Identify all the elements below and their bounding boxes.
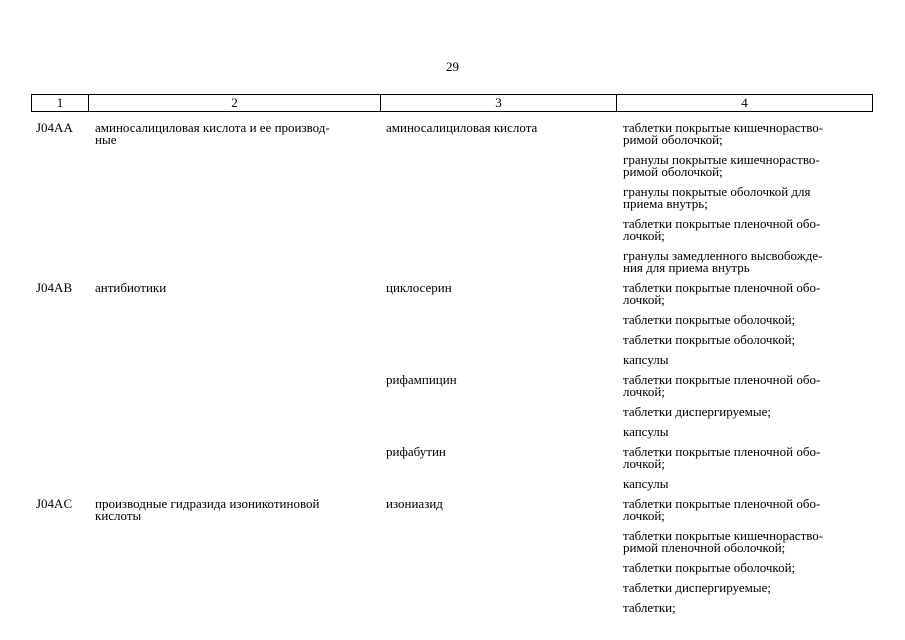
dosage-form-line: таблетки;: [623, 600, 676, 615]
row-code: J04AA: [36, 120, 73, 135]
dosage-form-line: таблетки покрытые пленочной обо-: [623, 444, 821, 459]
dosage-form-line: приема внутрь;: [623, 196, 708, 211]
header-cell-1: 1: [31, 94, 89, 112]
dosage-form-line: таблетки покрытые пленочной обо-: [623, 280, 821, 295]
dosage-form-line: гранулы покрытые кишечнораство-: [623, 152, 820, 167]
header-cell-4: 4: [617, 94, 873, 112]
header-cell-2: 2: [89, 94, 381, 112]
dosage-form-line: лочкой;: [623, 456, 665, 471]
dosage-form-line: таблетки покрытые пленочной обо-: [623, 216, 821, 231]
row-group-line: кислоты: [95, 508, 142, 523]
dosage-form-line: ния для приема внутрь: [623, 260, 750, 275]
dosage-form-line: таблетки диспергируемые;: [623, 404, 771, 419]
dosage-form-line: капсулы: [623, 476, 669, 491]
drug-name: изониазид: [386, 496, 443, 511]
dosage-form-line: таблетки покрытые оболочкой;: [623, 312, 796, 327]
row-group-line: аминосалициловая кислота и ее производ-: [95, 120, 330, 135]
dosage-form-line: лочкой;: [623, 384, 665, 399]
dosage-form-line: лочкой;: [623, 228, 665, 243]
row-group-line: антибиотики: [95, 280, 167, 295]
dosage-form-line: римой оболочкой;: [623, 164, 723, 179]
dosage-form-line: таблетки покрытые пленочной обо-: [623, 496, 821, 511]
row-group-line: производные гидразида изоникотиновой: [95, 496, 320, 511]
drug-name: рифампицин: [386, 372, 457, 387]
dosage-form-line: таблетки покрытые пленочной обо-: [623, 372, 821, 387]
drug-name: циклосерин: [386, 280, 452, 295]
table-header-row: [31, 94, 873, 114]
dosage-form-line: гранулы покрытые оболочкой для: [623, 184, 811, 199]
dosage-form-line: таблетки диспергируемые;: [623, 580, 771, 595]
dosage-form-line: капсулы: [623, 352, 669, 367]
row-group-line: ные: [95, 132, 117, 147]
dosage-form-line: таблетки покрытые кишечнораство-: [623, 120, 824, 135]
dosage-form-line: римой оболочкой;: [623, 132, 723, 147]
dosage-form-line: капсулы: [623, 424, 669, 439]
dosage-form-line: римой пленочной оболочкой;: [623, 540, 786, 555]
row-code: J04AC: [36, 496, 73, 511]
dosage-form-line: лочкой;: [623, 292, 665, 307]
dosage-form-line: таблетки покрытые оболочкой;: [623, 332, 796, 347]
header-cell-3: 3: [381, 94, 617, 112]
drug-name: аминосалициловая кислота: [386, 120, 538, 135]
row-code: J04AB: [36, 280, 73, 295]
dosage-form-line: лочкой;: [623, 508, 665, 523]
dosage-form-line: таблетки покрытые оболочкой;: [623, 560, 796, 575]
dosage-form-line: гранулы замедленного высвобожде-: [623, 248, 823, 263]
drug-name: рифабутин: [386, 444, 446, 459]
dosage-form-line: таблетки покрытые кишечнораство-: [623, 528, 824, 543]
page-number: 29: [446, 59, 459, 74]
